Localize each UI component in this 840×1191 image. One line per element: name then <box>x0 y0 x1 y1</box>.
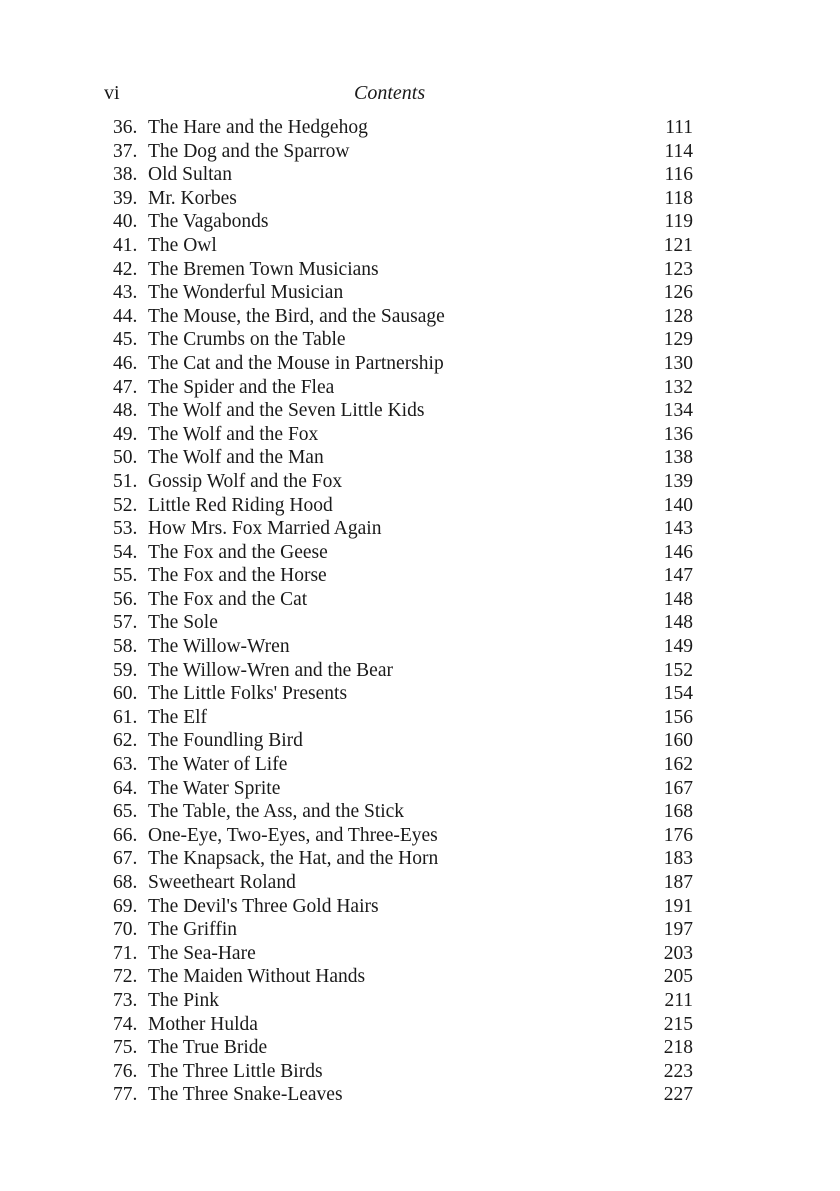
toc-entry <box>113 470 693 494</box>
toc-entry <box>113 564 693 588</box>
toc-entry-number: 46. <box>113 352 138 374</box>
toc-entry-title: The True Bride <box>148 1037 268 1059</box>
toc-entry <box>113 871 693 895</box>
toc-entry-number: 68. <box>113 872 138 893</box>
toc-entry <box>113 116 693 140</box>
toc-entry-title: The Sea-Hare <box>148 942 256 964</box>
toc-entry-title: The Vagabonds <box>148 211 269 233</box>
toc-entry <box>113 541 693 565</box>
toc-entry-number: 41. <box>113 234 138 256</box>
toc-entry-page: 132 <box>663 376 693 398</box>
toc-entry-number: 54. <box>113 541 138 563</box>
toc-entry <box>113 163 693 187</box>
toc-entry <box>113 989 693 1013</box>
toc-entry <box>113 352 693 376</box>
toc-entry-number: 75. <box>113 1037 138 1059</box>
toc-entry-page: 146 <box>663 541 693 563</box>
toc-entry <box>113 399 693 423</box>
toc-entry-page: 162 <box>663 754 693 776</box>
toc-entry-page: 211 <box>664 989 693 1011</box>
toc-entry-title: The Wolf and the Fox <box>148 423 319 445</box>
toc-entry-title: The Crumbs on the Table <box>148 329 346 351</box>
toc-entry <box>113 1083 693 1107</box>
toc-entry-page: 168 <box>663 801 693 823</box>
toc-entry-title: The Devil's Three Gold Hairs <box>148 895 379 917</box>
toc-entry <box>113 140 693 164</box>
toc-entry-page: 187 <box>663 872 693 893</box>
toc-entry-number: 62. <box>113 730 138 752</box>
toc-entry-number: 63. <box>113 754 138 776</box>
toc-entry-page: 136 <box>663 423 693 445</box>
toc-entry-number: 70. <box>113 919 138 941</box>
toc-entry-page: 218 <box>663 1037 693 1059</box>
toc-entry-page: 140 <box>663 494 693 516</box>
toc-entry-page: 148 <box>663 588 693 610</box>
toc-entry <box>113 611 693 635</box>
toc-entry-title: The Dog and the Sparrow <box>148 140 350 162</box>
toc-entry-page: 148 <box>663 612 693 634</box>
toc-entry-page: 114 <box>664 140 693 162</box>
toc-entry-number: 57. <box>113 612 138 634</box>
toc-entry-page: 205 <box>663 966 693 988</box>
toc-entry-title: The Fox and the Geese <box>148 541 328 563</box>
toc-entry <box>113 1036 693 1060</box>
toc-entry-title: The Three Snake-Leaves <box>148 1084 343 1106</box>
toc-entry <box>113 965 693 989</box>
toc-entry <box>113 1013 693 1037</box>
toc-entry <box>113 376 693 400</box>
toc-entry <box>113 777 693 801</box>
toc-entry-title: The Maiden Without Hands <box>148 966 366 988</box>
toc-entry-title: The Sole <box>148 612 218 634</box>
toc-entry-title: The Wolf and the Man <box>148 447 324 469</box>
toc-entry <box>113 847 693 871</box>
toc-entry-number: 59. <box>113 659 138 681</box>
toc-entry <box>113 258 693 282</box>
toc-entry-number: 39. <box>113 187 138 209</box>
toc-entry-number: 58. <box>113 636 138 658</box>
toc-entry-page: 191 <box>663 895 693 917</box>
toc-entry-number: 64. <box>113 777 138 799</box>
toc-entry-page: 126 <box>663 282 693 304</box>
toc-entry-page: 149 <box>663 636 693 658</box>
toc-entry-number: 38. <box>113 164 138 186</box>
toc-entry-page: 134 <box>663 400 693 422</box>
toc-entry-page: 119 <box>664 211 693 233</box>
toc-entry-number: 67. <box>113 848 138 870</box>
toc-entry-title: The Pink <box>148 989 219 1011</box>
toc-entry-title: The Water of Life <box>148 754 288 776</box>
toc-entry-page: 116 <box>664 164 693 186</box>
toc-entry-title: The Owl <box>148 234 217 256</box>
toc-entry <box>113 706 693 730</box>
toc-entry-number: 72. <box>113 966 138 988</box>
toc-entry-title: The Hare and the Hedgehog <box>148 117 368 138</box>
toc-entry-title: The Elf <box>148 706 208 728</box>
toc-entry <box>113 729 693 753</box>
toc-entry-number: 52. <box>113 494 138 516</box>
toc-entry-page: 203 <box>663 942 693 964</box>
toc-entry-title: How Mrs. Fox Married Again <box>148 518 382 540</box>
toc-entry-title: The Mouse, the Bird, and the Sausage <box>148 305 445 327</box>
toc-entry-title: The Spider and the Flea <box>148 376 335 398</box>
toc-entry <box>113 659 693 683</box>
toc-entry-number: 65. <box>113 801 138 823</box>
toc-entry-title: The Wonderful Musician <box>148 282 344 304</box>
toc-entry-title: The Three Little Birds <box>148 1060 323 1082</box>
toc-entry-number: 45. <box>113 329 138 351</box>
toc-entry <box>113 942 693 966</box>
table-of-contents <box>113 116 693 1107</box>
toc-entry <box>113 187 693 211</box>
page-number: vi <box>104 82 120 104</box>
toc-entry-page: 130 <box>663 352 693 374</box>
toc-entry-title: Mother Hulda <box>148 1013 258 1035</box>
toc-entry-page: 138 <box>663 447 693 469</box>
toc-entry-number: 61. <box>113 706 138 728</box>
toc-entry-number: 40. <box>113 211 138 233</box>
toc-entry <box>113 753 693 777</box>
toc-entry-page: 152 <box>663 659 693 681</box>
toc-entry-page: 121 <box>663 234 693 256</box>
toc-entry-number: 51. <box>113 470 138 492</box>
toc-entry-title: Little Red Riding Hood <box>148 494 333 516</box>
toc-entry <box>113 1060 693 1084</box>
toc-entry <box>113 305 693 329</box>
toc-entry-title: The Little Folks' Presents <box>148 683 348 705</box>
toc-entry-number: 36. <box>113 117 138 138</box>
toc-entry <box>113 446 693 470</box>
toc-entry <box>113 234 693 258</box>
toc-entry <box>113 423 693 447</box>
toc-entry-page: 123 <box>663 258 693 280</box>
toc-entry-number: 37. <box>113 140 138 162</box>
toc-entry <box>113 824 693 848</box>
toc-entry-title: The Fox and the Cat <box>148 588 308 610</box>
toc-entry-page: 139 <box>663 470 693 492</box>
toc-entry <box>113 588 693 612</box>
toc-entry-page: 111 <box>665 117 693 138</box>
toc-entry <box>113 682 693 706</box>
toc-entry-number: 77. <box>113 1084 138 1106</box>
toc-entry-number: 56. <box>113 588 138 610</box>
toc-entry-title: The Knapsack, the Hat, and the Horn <box>148 848 439 870</box>
toc-entry-title: The Cat and the Mouse in Partnership <box>148 352 444 374</box>
toc-entry-page: 215 <box>663 1013 693 1035</box>
toc-entry-number: 53. <box>113 518 138 540</box>
toc-entry-number: 43. <box>113 282 138 304</box>
toc-entry <box>113 517 693 541</box>
toc-entry-number: 47. <box>113 376 138 398</box>
toc-entry <box>113 494 693 518</box>
toc-entry-number: 74. <box>113 1013 138 1035</box>
toc-entry-page: 176 <box>663 824 693 846</box>
toc-entry-page: 143 <box>663 518 693 540</box>
toc-entry-title: Gossip Wolf and the Fox <box>148 470 343 492</box>
toc-entry-title: The Willow-Wren and the Bear <box>148 659 393 681</box>
toc-entry-number: 55. <box>113 565 138 587</box>
toc-entry-number: 50. <box>113 447 138 469</box>
toc-entry-page: 223 <box>663 1060 693 1082</box>
page-header <box>104 80 704 106</box>
toc-entry-title: The Table, the Ass, and the Stick <box>148 801 405 823</box>
toc-entry <box>113 635 693 659</box>
toc-entry-title: One-Eye, Two-Eyes, and Three-Eyes <box>148 824 438 846</box>
toc-entry-page: 197 <box>663 919 693 941</box>
toc-entry-title: The Willow-Wren <box>148 636 290 658</box>
toc-entry-page: 167 <box>663 777 693 799</box>
toc-entry-page: 227 <box>663 1084 693 1106</box>
toc-entry-number: 60. <box>113 683 138 705</box>
toc-entry-number: 71. <box>113 942 138 964</box>
toc-entry-page: 129 <box>663 329 693 351</box>
toc-entry <box>113 800 693 824</box>
running-title: Contents <box>354 82 426 104</box>
toc-entry-number: 44. <box>113 305 138 327</box>
toc-entry-title: The Water Sprite <box>148 777 281 799</box>
toc-entry-number: 42. <box>113 258 138 280</box>
toc-entry-page: 154 <box>663 683 693 705</box>
toc-entry-page: 160 <box>663 730 693 752</box>
toc-entry-number: 69. <box>113 895 138 917</box>
toc-entry-page: 128 <box>663 305 693 327</box>
toc-entry-page: 147 <box>663 565 693 587</box>
toc-entry-number: 73. <box>113 989 138 1011</box>
toc-entry-number: 49. <box>113 423 138 445</box>
toc-entry-number: 66. <box>113 824 138 846</box>
toc-entry <box>113 210 693 234</box>
toc-entry-page: 156 <box>663 706 693 728</box>
toc-entry <box>113 895 693 919</box>
toc-entry-title: The Fox and the Horse <box>148 565 327 587</box>
toc-entry-title: Sweetheart Roland <box>148 872 296 893</box>
toc-entry-title: The Foundling Bird <box>148 730 303 752</box>
toc-entry <box>113 918 693 942</box>
toc-entry-title: Old Sultan <box>148 164 232 186</box>
toc-entry <box>113 281 693 305</box>
toc-entry-title: The Bremen Town Musicians <box>148 258 379 280</box>
toc-entry-page: 183 <box>663 848 693 870</box>
toc-entry <box>113 328 693 352</box>
toc-entry-number: 48. <box>113 400 138 422</box>
toc-entry-title: The Griffin <box>148 919 237 941</box>
toc-entry-title: The Wolf and the Seven Little Kids <box>148 400 425 422</box>
toc-entry-page: 118 <box>664 187 693 209</box>
toc-entry-number: 76. <box>113 1060 138 1082</box>
toc-entry-title: Mr. Korbes <box>148 187 237 209</box>
